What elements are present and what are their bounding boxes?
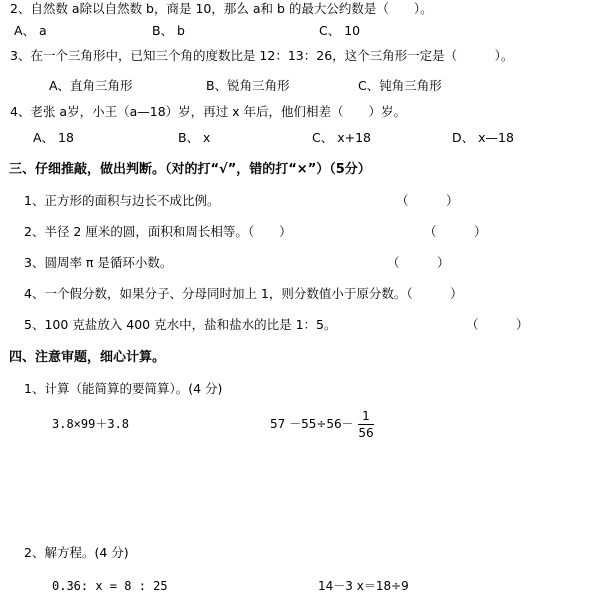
question-3-stem: 3、在一个三角形中，已知三个角的度数比是 12：13：26，这个三角形一定是（ ）。 bbox=[10, 48, 514, 63]
judge-item-3-blank: （ ） bbox=[387, 255, 450, 270]
question-4-option-c: C、 x+18 bbox=[312, 130, 371, 145]
question-4-option-b: B、 x bbox=[178, 130, 211, 145]
fraction-denominator: 56 bbox=[358, 426, 374, 440]
question-4-stem: 4、老张 a岁，小王（a—18）岁，再过 x 年后，他们相差（ ）岁。 bbox=[10, 104, 406, 119]
question-2-stem: 2、自然数 a除以自然数 b，商是 10，那么 a和 b 的最大公约数是（ ）。 bbox=[10, 1, 433, 16]
equation-title: 2、解方程。(4 分) bbox=[24, 545, 129, 560]
question-2-option-c: C、 10 bbox=[319, 23, 361, 38]
question-3-option-a: A、直角三角形 bbox=[49, 78, 133, 93]
judge-item-2: 2、半径 2 厘米的圆，面积和周长相等。（ ） bbox=[24, 224, 292, 239]
judge-item-1-blank: （ ） bbox=[396, 193, 459, 208]
section-4-heading: 四、注意审题，细心计算。 bbox=[9, 350, 166, 365]
calc-title: 1、计算（能简算的要简算）。(4 分) bbox=[24, 381, 223, 396]
judge-item-1: 1、正方形的面积与边长不成比例。 bbox=[24, 193, 220, 208]
question-4-option-d: D、 x—18 bbox=[452, 130, 514, 145]
question-2-option-b: B、 b bbox=[152, 23, 185, 38]
judge-item-2-blank: （ ） bbox=[424, 224, 487, 239]
fraction-numerator: 1 bbox=[362, 409, 370, 423]
judge-item-3: 3、圆周率 π 是循环小数。 bbox=[24, 255, 173, 270]
calc-expression-1: 3.8×99＋3.8 bbox=[52, 417, 130, 431]
judge-item-5: 5、100 克盐放入 400 克水中，盐和盐水的比是 1：5。 bbox=[24, 317, 337, 332]
question-4-option-a: A、 18 bbox=[33, 130, 74, 145]
question-3-option-b: B、锐角三角形 bbox=[206, 78, 290, 93]
calc-expression-2-fraction bbox=[358, 410, 374, 439]
equation-expression-1: 0.36: x = 8 : 25 bbox=[52, 579, 168, 593]
calc-expression-2: 57 －55÷56－ bbox=[270, 417, 354, 431]
question-3-option-c: C、钝角三角形 bbox=[358, 78, 442, 93]
section-3-heading: 三、仔细推敲，做出判断。（对的打“√”，错的打“×”）（5分） bbox=[9, 162, 371, 177]
judge-item-4: 4、一个假分数，如果分子、分母同时加上 1，则分数值小于原分数。（ ） bbox=[24, 286, 463, 301]
question-2-option-a: A、 a bbox=[14, 23, 47, 38]
judge-item-5-blank: （ ） bbox=[466, 317, 529, 332]
equation-expression-2: 14－3 x＝18÷9 bbox=[318, 579, 409, 593]
